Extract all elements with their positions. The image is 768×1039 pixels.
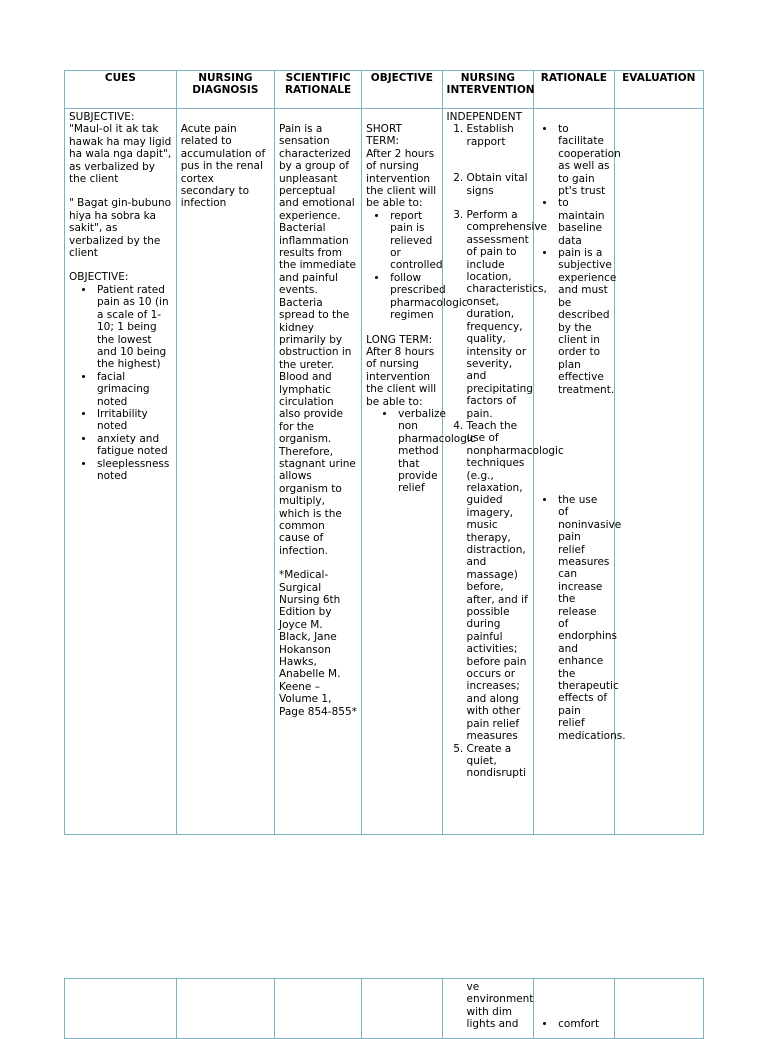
interventions-cell xyxy=(442,979,534,1039)
cues-cell xyxy=(65,979,177,1039)
table-row xyxy=(65,979,704,1039)
list-item: • anxiety and fatigue noted xyxy=(95,433,172,458)
objective-cell xyxy=(362,979,442,1039)
diagnosis-cell xyxy=(176,979,274,1039)
list-item: • Irritability noted xyxy=(95,408,172,433)
short-term-label: SHORT TERM: xyxy=(366,123,402,148)
evaluation-cell xyxy=(614,109,703,835)
evaluation-cell xyxy=(614,979,703,1039)
rationale-cell xyxy=(534,979,614,1039)
list-item: • follow prescribed pharmacologic regimen xyxy=(388,272,437,322)
list-item: 2. Obtain vital signs xyxy=(467,172,530,197)
list-item: • pain is a subjective experience and must be described by the client in order to plan effective treatment. xyxy=(556,247,609,396)
list-item: • report pain is relieved or controlled xyxy=(388,210,437,272)
rationale-continuation-list xyxy=(538,1018,609,1030)
header-objective: OBJECTIVE xyxy=(362,71,442,109)
care-plan-continuation-table xyxy=(64,978,704,1039)
table-row xyxy=(65,109,704,835)
objective-label: OBJECTIVE: xyxy=(69,271,129,284)
list-item: • Patient rated pain as 10 (in a scale of 1-10; 1 being the lowest and 10 being the highest) xyxy=(95,284,172,371)
cues-cell xyxy=(65,109,177,835)
scientific-rationale-text: Pain is a sensation characterized by a group of unpleasant perceptual and emotional experience. Bacterial inflammation results from the immediate and painful events. Bacteria spread to the kidney primarily by obstruction in the ureter. Blood and lymphatic circulation also provide for the organism. Therefore, stagnant urine allows organism to multiply, which is the common cause of infection. xyxy=(279,123,356,557)
header-row xyxy=(65,71,704,109)
header-rationale: RATIONALE xyxy=(534,71,614,109)
list-item: • facial grimacing noted xyxy=(95,371,172,408)
long-term-text: After 8 hours of nursing intervention the client will be able to: xyxy=(366,345,437,408)
diagnosis-cell xyxy=(176,109,274,835)
diagnosis-text: Acute pain related to accumulation of pus in the renal cortex secondary to infection xyxy=(180,123,266,210)
reference-text: *Medical-Surgical Nursing 6th Edition by Joyce M. Black, Jane Hokanson Hawks, Anabelle M. Keene – Volume 1, Page 854-855* xyxy=(279,569,357,718)
long-term-list xyxy=(366,407,476,495)
rationale-cell xyxy=(534,109,626,835)
rationale-list xyxy=(538,123,626,742)
independent-label: INDEPENDENT xyxy=(446,111,523,123)
interventions-cell xyxy=(442,109,564,835)
header-cues: CUES xyxy=(65,71,177,109)
objective-cues-list xyxy=(69,284,172,483)
short-term-text: After 2 hours of nursing intervention the client will be able to: xyxy=(366,147,437,210)
list-item: • verbalize non pharmacologic method that provide relief xyxy=(396,408,437,495)
header-evaluation: EVALUATION xyxy=(614,71,703,109)
list-item: • sleeplessness noted xyxy=(95,458,172,483)
short-term-list xyxy=(366,209,468,322)
interventions-list xyxy=(447,123,564,780)
list-item: • to facilitate cooperation as well as to gain pt's trust xyxy=(556,123,609,197)
list-item: • to maintain baseline data xyxy=(556,197,609,247)
subjective-quote-2: " Bagat gin-bubuno hiya ha sobra ka sakit", as verbalized by the client xyxy=(69,197,172,260)
intervention-continuation: ve environment with dim lights and xyxy=(466,981,534,1031)
list-item: • comfort xyxy=(556,1018,609,1030)
header-nursing-intervention: NURSING INTERVENTION xyxy=(442,71,534,109)
care-plan-table xyxy=(64,70,704,835)
header-nursing-diagnosis: NURSING DIAGNOSIS xyxy=(176,71,274,109)
long-term-label: LONG TERM: xyxy=(366,333,433,346)
list-item: 4. Teach the use of nonpharmacologic techniques (e.g., relaxation, guided imagery, music therapy, distraction, and massage) before, after, and if possible during painful activities; before pain occurs or increases; and along with other pain relief measures xyxy=(467,420,530,743)
scientific-rationale-cell xyxy=(275,979,362,1039)
list-item: • the use of noninvasive pain relief measures can increase the release of endorphins and enhance the therapeutic effects of pain relief medications. xyxy=(556,494,609,742)
scientific-rationale-cell xyxy=(275,109,362,835)
header-scientific-rationale: SCIENTIFIC RATIONALE xyxy=(275,71,362,109)
objective-cell xyxy=(362,109,476,835)
subjective-label: SUBJECTIVE: xyxy=(69,111,135,123)
subjective-quote-1: "Maul-ol it ak tak hawak ha may ligid ha wala nga dapit", as verbalized by the client xyxy=(69,123,172,186)
list-item: 1. Establish rapport xyxy=(467,123,530,148)
list-item: 3. Perform a comprehensive assessment of pain to include location, characteristics, onset, duration, frequency, quality, intensity or severity, and precipitating factors of pain. xyxy=(467,209,530,420)
list-item: 5. Create a quiet, nondisrupti xyxy=(467,743,530,780)
